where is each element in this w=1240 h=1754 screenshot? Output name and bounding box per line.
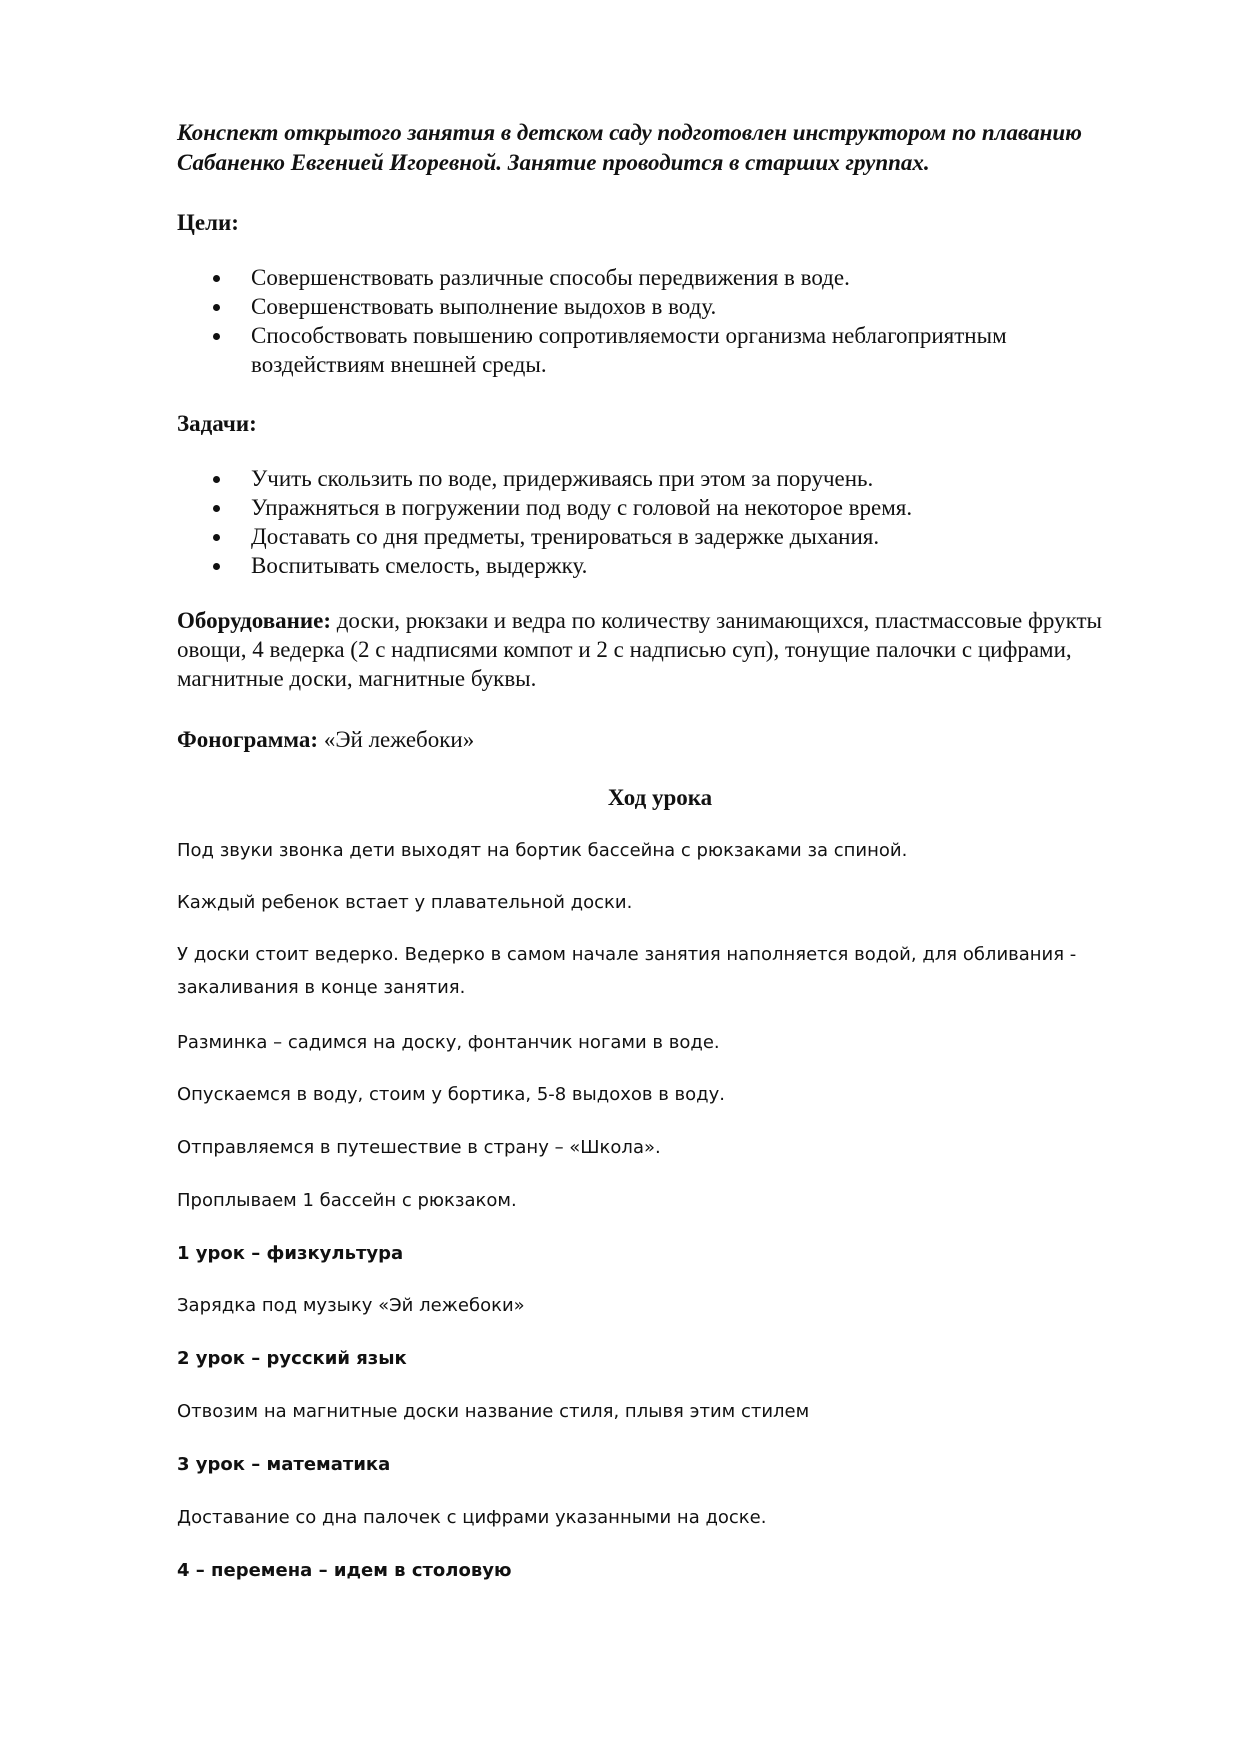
equipment-text: доски, рюкзаки и ведра по количеству занимающихся, пластмассовые фрукты овощи, 4 ведерка (2 с надписями компот и 2 с надписью суп), тонущие палочки с цифрами, магнитные доски, магнитные буквы.: [177, 608, 1102, 691]
intro-paragraph: Конспект открытого занятия в детском саду подготовлен инструктором по плаванию Сабаненко Евгенией Игоревной. Занятие проводится в старших группах.: [177, 120, 1082, 175]
lesson-paragraph: Отправляемся в путешествие в страну – «Школа».: [177, 1137, 661, 1158]
list-item: Совершенствовать выполнение выдохов в воду.: [177, 292, 1137, 321]
lesson-paragraph: Зарядка под музыку «Эй лежебоки»: [177, 1295, 525, 1316]
lesson-paragraph: Разминка – садимся на доску, фонтанчик ногами в воде.: [177, 1032, 720, 1053]
list-item: Учить скользить по воде, придерживаясь при этом за поручень.: [177, 464, 1137, 493]
tasks-list: [177, 464, 1137, 580]
lesson-paragraph: Проплываем 1 бассейн с рюкзаком.: [177, 1190, 517, 1211]
lesson-paragraph: Каждый ребенок встает у плавательной доски.: [177, 892, 633, 913]
lesson-paragraph: Доставание со дна палочек с цифрами указанными на доске.: [177, 1507, 767, 1528]
bullet-icon: [213, 534, 220, 541]
lesson-paragraph: Отвозим на магнитные доски название стиля, плывя этим стилем: [177, 1401, 810, 1422]
bullet-icon: [213, 275, 220, 282]
lesson-subheading: 4 – перемена – идем в столовую: [177, 1560, 512, 1581]
phonogram-text: «Эй лежебоки»: [318, 727, 475, 752]
lesson-paragraph: закаливания в конце занятия.: [177, 977, 466, 998]
bullet-icon: [213, 476, 220, 483]
bullet-icon: [213, 505, 220, 512]
tasks-heading: Задачи:: [177, 411, 257, 436]
equipment-paragraph: [177, 606, 1157, 693]
list-item: Упражняться в погружении под воду с головой на некоторое время.: [177, 493, 1137, 522]
lesson-paragraph: Опускаемся в воду, стоим у бортика, 5-8 выдохов в воду.: [177, 1084, 725, 1105]
list-item: Способствовать повышению сопротивляемости организма неблагоприятным воздействиям внешней среды.: [177, 321, 1111, 379]
list-item: Совершенствовать различные способы передвижения в воде.: [177, 263, 1137, 292]
phonogram-paragraph: [177, 725, 474, 754]
bullet-icon: [213, 563, 220, 570]
lesson-paragraph: У доски стоит ведерко. Ведерко в самом начале занятия наполняется водой, для обливания -: [177, 944, 1077, 965]
lesson-subheading: 3 урок – математика: [177, 1454, 391, 1475]
lesson-subheading: 2 урок – русский язык: [177, 1348, 407, 1369]
lesson-subheading: 1 урок – физкультура: [177, 1243, 404, 1264]
bullet-icon: [213, 304, 220, 311]
goals-heading: Цели:: [177, 210, 239, 235]
list-item: Воспитывать смелость, выдержку.: [177, 551, 1137, 580]
bullet-icon: [213, 333, 220, 340]
lesson-paragraph: Под звуки звонка дети выходят на бортик бассейна с рюкзаками за спиной.: [177, 840, 908, 861]
equipment-label: Оборудование:: [177, 608, 331, 633]
lesson-title: Ход урока: [607, 785, 713, 810]
goals-list: [177, 263, 1137, 379]
phonogram-label: Фонограмма:: [177, 727, 319, 752]
list-item: Доставать со дня предметы, тренироваться в задержке дыхания.: [177, 522, 1137, 551]
